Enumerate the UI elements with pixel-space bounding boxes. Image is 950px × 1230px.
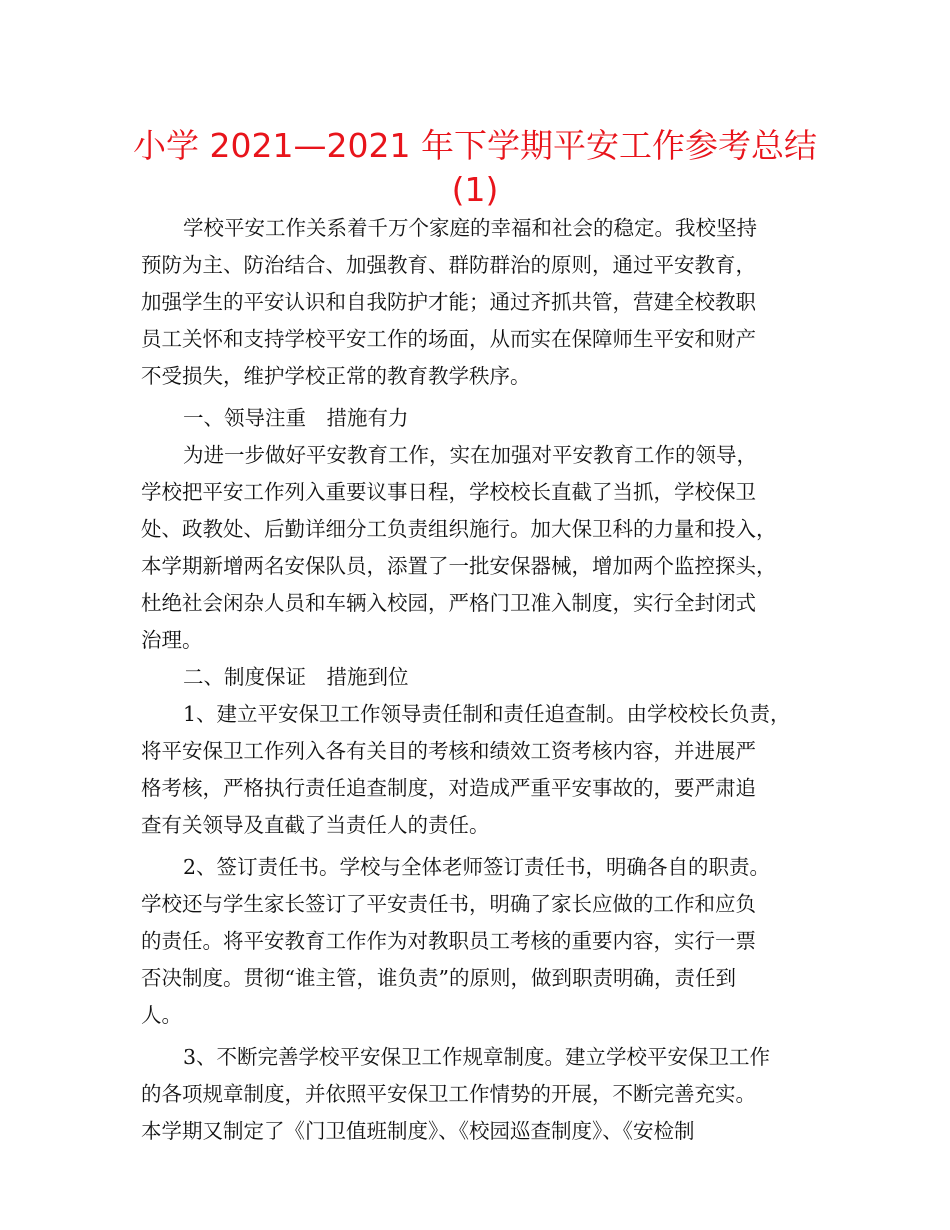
body-line: 的责任。将平安教育工作作为对教职员工考核的重要内容，实行一票 [141, 929, 756, 953]
body-line: 治理。 [141, 628, 203, 652]
body-line: 本学期新增两名安保队员，添置了一批安保器械，增加两个监控探头， [141, 554, 777, 578]
body-line: 否决制度。贯彻“谁主管，谁负责”的原则，做到职责明确，责任到 [141, 966, 736, 990]
body-line: 人。 [141, 1003, 182, 1027]
body-line: 查有关领导及直截了当责任人的责任。 [141, 813, 490, 837]
body-line: 杜绝社会闲杂人员和车辆入校园，严格门卫准入制度，实行全封闭式 [141, 591, 756, 615]
body-line: 学校把平安工作列入重要议事日程，学校校长直截了当抓，学校保卫 [141, 480, 756, 504]
body-line: 加强学生的平安认识和自我防护才能；通过齐抓共管，营建全校教职 [141, 290, 756, 314]
body-line: 格考核，严格执行责任追查制度，对造成严重平安事故的，要严肃追 [141, 776, 756, 800]
body-line: 的各项规章制度，并依照平安保卫工作情势的开展，不断完善充实。 [141, 1082, 756, 1106]
body-line: 一、领导注重 措施有力 [183, 406, 409, 430]
body-line: 二、制度保证 措施到位 [183, 665, 409, 689]
body-line: 本学期又制定了《门卫值班制度》、《校园巡查制度》、《安检制 [141, 1119, 695, 1143]
body-line: 不受损失，维护学校正常的教育教学秩序。 [141, 364, 531, 388]
body-line: 3、不断完善学校平安保卫工作规章制度。建立学校平安保卫工作 [183, 1045, 771, 1069]
document-title-line-1: 小学 2021—2021 年下学期平安工作参考总结 [133, 126, 817, 165]
body-line: 为进一步做好平安教育工作，实在加强对平安教育工作的领导， [183, 443, 757, 467]
body-line: 学校还与学生家长签订了平安责任书，明确了家长应做的工作和应负 [141, 892, 756, 916]
body-line: 将平安保卫工作列入各有关目的考核和绩效工资考核内容，并进展严 [141, 739, 756, 763]
body-line: 1、建立平安保卫工作领导责任制和责任追查制。由学校校长负责， [183, 702, 791, 726]
body-line: 2、签订责任书。学校与全体老师签订责任书，明确各自的职责。 [183, 855, 771, 879]
body-line: 学校平安工作关系着千万个家庭的幸福和社会的稳定。我校坚持 [183, 216, 757, 240]
body-line: 员工关怀和支持学校平安工作的场面，从而实在保障师生平安和财产 [141, 327, 756, 351]
body-line: 预防为主、防治结合、加强教育、群防群治的原则，通过平安教育， [141, 253, 756, 277]
document-title-line-2: (1) [451, 170, 499, 209]
body-line: 处、政教处、后勤详细分工负责组织施行。加大保卫科的力量和投入， [141, 517, 777, 541]
